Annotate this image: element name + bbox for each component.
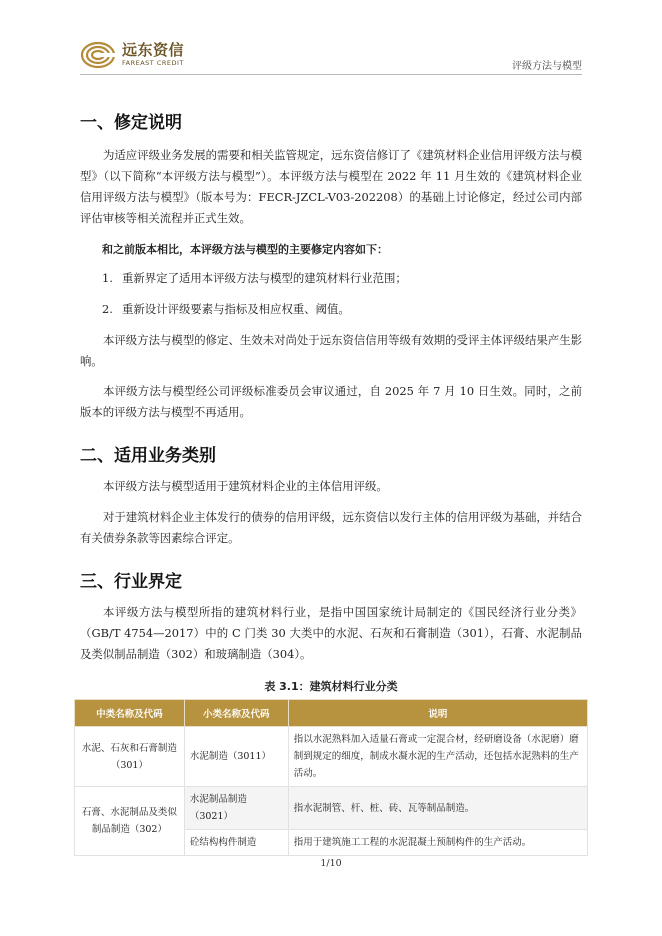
paragraph: 本评级方法与模型适用于建筑材料企业的主体信用评级。 <box>103 479 388 493</box>
list-number: 1. <box>102 271 113 285</box>
fareast-logo-icon <box>80 40 116 70</box>
document-title: 评级方法与模型 <box>512 61 582 72</box>
revision-intro: 和之前版本相比，本评级方法与模型的主要修定内容如下： <box>102 243 388 256</box>
section-heading-3: 三、行业界定 <box>80 572 182 592</box>
table-row <box>75 727 588 787</box>
paragraph: 本评级方法与模型经公司评级标准委员会审议通过，自 2025 年 7 月 10 日生效。同时，之前版本的评级方法与模型不再适用。 <box>80 384 582 419</box>
section-heading-2: 二、适用业务类别 <box>80 446 216 466</box>
table-cell: 石膏、水泥制品及类似制品制造（302） <box>75 787 185 856</box>
industry-classification-table <box>74 699 588 856</box>
table-cell: 水泥、石灰和石膏制造（301） <box>75 727 185 787</box>
list-item <box>102 301 350 317</box>
logo-chinese-name: 远东资信 <box>122 41 185 59</box>
paragraph: 本评级方法与模型所指的建筑材料行业，是指中国国家统计局制定的《国民经济行业分类》（GB/T 4754—2017）中的 C 门类 30 大类中的水泥、石灰和石膏制造（301），石膏、水泥制品及类似制品制造（302）和玻璃制造（304）。 <box>80 605 582 661</box>
table-caption: 表 3.1：建筑材料行业分类 <box>264 680 398 693</box>
table-header-row <box>75 700 588 727</box>
column-header: 说明 <box>288 700 587 727</box>
list-number: 2. <box>102 302 113 316</box>
list-item <box>102 270 407 286</box>
table-cell: 指水泥制管、杆、桩、砖、瓦等制品制造。 <box>288 787 587 830</box>
paragraph: 对于建筑材料企业主体发行的债券的信用评级，远东资信以发行主体的信用评级为基础，并结合有关债券条款等因素综合评定。 <box>80 510 582 545</box>
list-text: 重新界定了适用本评级方法与模型的建筑材料行业范围； <box>122 271 407 285</box>
table-cell: 水泥制品制造（3021） <box>184 787 288 830</box>
page-header <box>80 38 582 75</box>
paragraph: 本评级方法与模型的修定、生效未对尚处于远东资信信用等级有效期的受评主体评级结果产生影响。 <box>80 333 582 368</box>
column-header: 小类名称及代码 <box>184 700 288 727</box>
logo-english-name: FAREAST CREDIT <box>122 59 184 67</box>
page-number: 1/10 <box>320 858 342 869</box>
column-header: 中类名称及代码 <box>75 700 185 727</box>
section-heading-1: 一、修定说明 <box>80 113 182 133</box>
table-cell: 砼结构构件制造 <box>184 830 288 856</box>
table-cell: 水泥制造（3011） <box>184 727 288 787</box>
table-row <box>75 787 588 830</box>
table-cell: 指用于建筑施工工程的水泥混凝土预制构件的生产活动。 <box>288 830 587 856</box>
paragraph: 为适应评级业务发展的需要和相关监管规定，远东资信修订了《建筑材料企业信用评级方法与模型》（以下简称“本评级方法与模型”）。本评级方法与模型在 2022 年 11 月生效的《建筑材料企业信用评级方法与模型》（版本号为：FECR-JZCL-V03-202208）的基础上讨论修定，经过公司内部评估审核等相关流程并正式生效。 <box>80 148 582 225</box>
table-cell: 指以水泥熟料加入适量石膏或一定混合材，经研磨设备（水泥磨）磨制到规定的细度，制成水凝水泥的生产活动，还包括水泥熟料的生产活动。 <box>288 727 587 787</box>
list-text: 重新设计评级要素与指标及相应权重、阈值。 <box>122 302 350 316</box>
